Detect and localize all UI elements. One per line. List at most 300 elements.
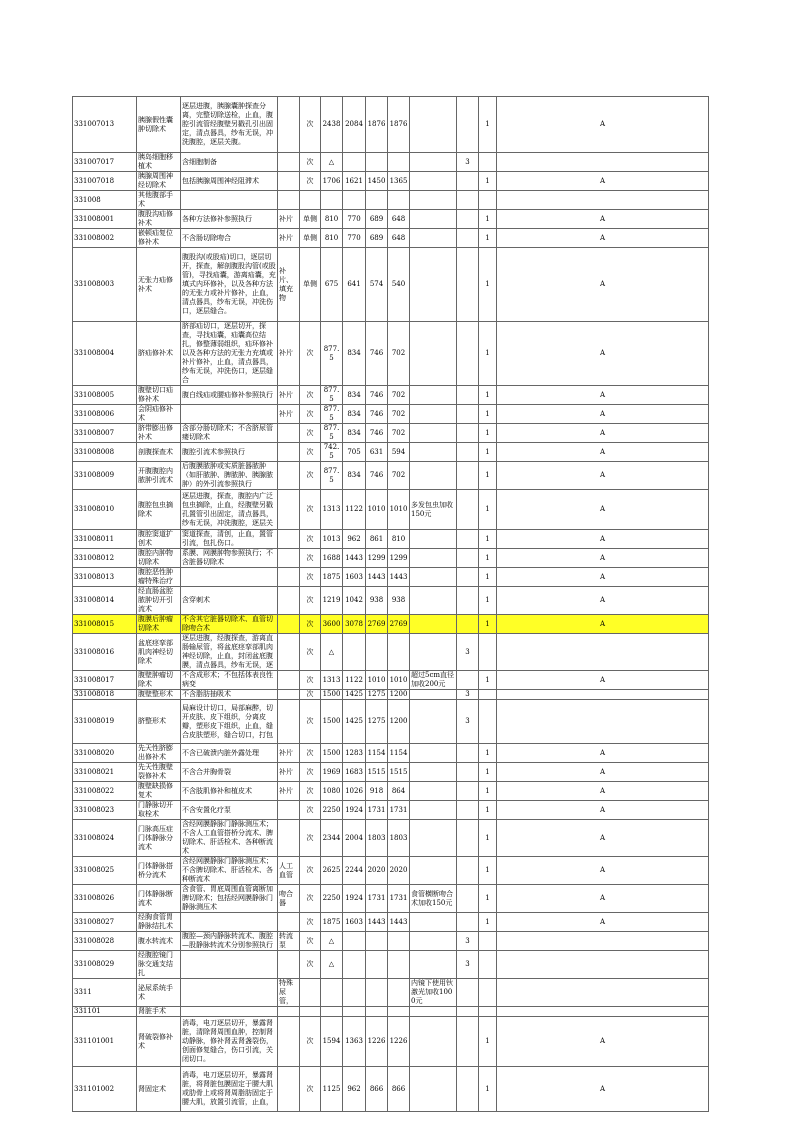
content-cell: 逐层进腹，经腹探查，游离直肠输尿管，将盆底痉挛部肌肉神经切除，止血，封闭盆底腹膜，清点器具，纱布无误，逐 xyxy=(181,634,278,671)
category-cell xyxy=(457,568,479,587)
excluded-materials-cell: 补片 xyxy=(278,782,300,801)
code-cell: 331008004 xyxy=(73,322,137,386)
price-level-1-cell xyxy=(321,191,343,210)
category-cell: 3 xyxy=(457,153,479,172)
price-level-3-cell: 1731 xyxy=(366,885,388,913)
name-cell: 经胸食管胃静脉结扎术 xyxy=(137,913,181,932)
excluded-materials-cell xyxy=(278,153,300,172)
note-cell xyxy=(410,322,457,386)
content-cell: 含穿刺术 xyxy=(181,587,278,615)
code-cell: 331008016 xyxy=(73,634,137,671)
category-cell xyxy=(457,229,479,248)
code-cell: 331008024 xyxy=(73,820,137,857)
price-level-4-cell: 1200 xyxy=(388,690,410,700)
type-cell xyxy=(479,932,497,951)
price-level-4-cell: 1299 xyxy=(388,549,410,568)
grade-cell: A xyxy=(497,568,709,587)
excluded-materials-cell xyxy=(278,820,300,857)
price-level-2-cell: 1042 xyxy=(343,587,366,615)
table-row xyxy=(73,671,709,690)
price-level-4-cell xyxy=(388,951,410,979)
table-row xyxy=(73,172,709,191)
name-cell: 腹腔恶性肿瘤特殊治疗 xyxy=(137,568,181,587)
price-level-2-cell: 1122 xyxy=(343,490,366,530)
content-cell xyxy=(181,191,278,210)
note-cell xyxy=(410,634,457,671)
price-level-3-cell xyxy=(366,191,388,210)
price-level-2-cell: 1603 xyxy=(343,568,366,587)
grade-cell: A xyxy=(497,424,709,443)
table-row xyxy=(73,979,709,1007)
note-cell xyxy=(410,587,457,615)
table-row xyxy=(73,530,709,549)
price-level-1-cell: 2250 xyxy=(321,885,343,913)
excluded-materials-cell xyxy=(278,801,300,820)
code-cell: 331101002 xyxy=(73,1067,137,1112)
category-cell xyxy=(457,97,479,153)
price-level-4-cell xyxy=(388,932,410,951)
note-cell: 超过5cm直径加收200元 xyxy=(410,671,457,690)
price-level-2-cell: 1283 xyxy=(343,744,366,763)
category-cell xyxy=(457,462,479,490)
category-cell xyxy=(457,490,479,530)
price-level-2-cell: 834 xyxy=(343,405,366,424)
price-level-3-cell: 746 xyxy=(366,322,388,386)
price-level-2-cell: 1363 xyxy=(343,1017,366,1067)
price-level-1-cell: 1500 xyxy=(321,690,343,700)
price-level-3-cell: 1515 xyxy=(366,763,388,782)
category-cell xyxy=(457,763,479,782)
name-cell: 腹壁缺损修复术 xyxy=(137,782,181,801)
note-cell xyxy=(410,568,457,587)
table-row xyxy=(73,443,709,462)
content-cell: 脐部疝切口，逐层切开，探查，寻找疝囊，疝囊高位结扎，修整薄弱组织，疝环修补以及各种方法的无张力充填或补片修补，止血，清点器具，纱布无误，冲洗伤口，逐层缝合 xyxy=(181,322,278,386)
excluded-materials-cell xyxy=(278,568,300,587)
grade-cell: A xyxy=(497,386,709,405)
code-cell: 331008011 xyxy=(73,530,137,549)
unit-cell: 次 xyxy=(300,671,321,690)
content-cell xyxy=(181,568,278,587)
price-level-2-cell xyxy=(343,153,366,172)
price-level-2-cell: 1122 xyxy=(343,671,366,690)
name-cell: 腹壁切口疝修补术 xyxy=(137,386,181,405)
grade-cell xyxy=(497,690,709,700)
price-level-1-cell: 1500 xyxy=(321,744,343,763)
price-level-1-cell: 1594 xyxy=(321,1017,343,1067)
table-row xyxy=(73,405,709,424)
code-cell: 331007013 xyxy=(73,97,137,153)
type-cell: 1 xyxy=(479,97,497,153)
category-cell xyxy=(457,248,479,322)
price-level-4-cell: 1803 xyxy=(388,820,410,857)
name-cell: 胰腺周围神经切除术 xyxy=(137,172,181,191)
price-level-4-cell: 866 xyxy=(388,1067,410,1112)
code-cell: 331008003 xyxy=(73,248,137,322)
price-level-4-cell: 1010 xyxy=(388,671,410,690)
category-cell: 3 xyxy=(457,634,479,671)
grade-cell xyxy=(497,191,709,210)
type-cell xyxy=(479,634,497,671)
price-level-3-cell: 574 xyxy=(366,248,388,322)
note-cell xyxy=(410,820,457,857)
grade-cell: A xyxy=(497,248,709,322)
unit-cell: 次 xyxy=(300,568,321,587)
unit-cell: 次 xyxy=(300,690,321,700)
price-level-4-cell: 1876 xyxy=(388,97,410,153)
category-cell xyxy=(457,530,479,549)
note-cell xyxy=(410,700,457,744)
price-level-3-cell: 1731 xyxy=(366,801,388,820)
excluded-materials-cell xyxy=(278,443,300,462)
name-cell: 嵌顿疝复位修补术 xyxy=(137,229,181,248)
grade-cell: A xyxy=(497,443,709,462)
price-level-1-cell: 2344 xyxy=(321,820,343,857)
content-cell xyxy=(181,979,278,1007)
price-level-1-cell xyxy=(321,979,343,1007)
price-level-4-cell: 702 xyxy=(388,405,410,424)
content-cell: 不含已破溃内脏外露处理 xyxy=(181,744,278,763)
type-cell: 1 xyxy=(479,782,497,801)
note-cell xyxy=(410,172,457,191)
name-cell: 先天性脐膨出修补术 xyxy=(137,744,181,763)
excluded-materials-cell xyxy=(278,97,300,153)
grade-cell: A xyxy=(497,172,709,191)
price-level-1-cell: 877.5 xyxy=(321,405,343,424)
price-level-4-cell: 810 xyxy=(388,530,410,549)
name-cell: 经腹腔镜门脉交通支结扎 xyxy=(137,951,181,979)
code-cell: 331008007 xyxy=(73,424,137,443)
name-cell: 无张力疝修补术 xyxy=(137,248,181,322)
price-level-3-cell xyxy=(366,951,388,979)
price-level-2-cell: 1924 xyxy=(343,801,366,820)
type-cell: 1 xyxy=(479,229,497,248)
note-cell xyxy=(410,782,457,801)
content-cell: 腹腔引流术参照执行 xyxy=(181,443,278,462)
type-cell: 1 xyxy=(479,248,497,322)
note-cell: 食管横断吻合术加收150元 xyxy=(410,885,457,913)
price-level-4-cell: 594 xyxy=(388,443,410,462)
unit-cell: 次 xyxy=(300,913,321,932)
code-cell: 331008020 xyxy=(73,744,137,763)
grade-cell: A xyxy=(497,97,709,153)
excluded-materials-cell xyxy=(278,951,300,979)
price-level-3-cell: 746 xyxy=(366,386,388,405)
code-cell: 331008008 xyxy=(73,443,137,462)
excluded-materials-cell: 补片 xyxy=(278,210,300,229)
price-level-1-cell: 1875 xyxy=(321,913,343,932)
table-row xyxy=(73,913,709,932)
price-level-4-cell xyxy=(388,153,410,172)
name-cell: 腹水转流术 xyxy=(137,932,181,951)
content-cell: 后腹膜脓肿或实质脏器脓肿（如肝脓肿、脾脓肿、胰腺脓肿）的外引流参照执行 xyxy=(181,462,278,490)
price-level-1-cell: 810 xyxy=(321,229,343,248)
table-row xyxy=(73,549,709,568)
price-level-1-cell: 1969 xyxy=(321,763,343,782)
category-cell xyxy=(457,386,479,405)
price-level-3-cell: 631 xyxy=(366,443,388,462)
price-level-3-cell xyxy=(366,634,388,671)
content-cell xyxy=(181,1007,278,1017)
grade-cell: A xyxy=(497,462,709,490)
category-cell xyxy=(457,1007,479,1017)
price-level-1-cell: △ xyxy=(321,634,343,671)
table-row xyxy=(73,210,709,229)
unit-cell: 次 xyxy=(300,462,321,490)
unit-cell: 次 xyxy=(300,405,321,424)
content-cell: 不含安置化疗泵 xyxy=(181,801,278,820)
category-cell xyxy=(457,979,479,1007)
price-level-1-cell: 742.5 xyxy=(321,443,343,462)
table-row xyxy=(73,763,709,782)
unit-cell: 次 xyxy=(300,490,321,530)
unit-cell: 次 xyxy=(300,744,321,763)
excluded-materials-cell xyxy=(278,424,300,443)
price-level-4-cell: 1010 xyxy=(388,490,410,530)
price-level-3-cell: 1450 xyxy=(366,172,388,191)
price-level-4-cell: 1365 xyxy=(388,172,410,191)
price-level-4-cell: 1443 xyxy=(388,913,410,932)
price-level-2-cell: 1603 xyxy=(343,913,366,932)
excluded-materials-cell xyxy=(278,1067,300,1112)
note-cell xyxy=(410,913,457,932)
content-cell: 腹股沟(或股疝)切口，逐层切开，探查，解剖腹股沟管(或股管)，寻找疝囊，游离疝囊，充填式内环修补，以及各种方法的无张力或补片修补，止血，清点器具，纱布无误，冲洗伤口，逐层缝合。 xyxy=(181,248,278,322)
code-cell: 331008014 xyxy=(73,587,137,615)
excluded-materials-cell xyxy=(278,191,300,210)
price-level-1-cell: 3600 xyxy=(321,615,343,634)
type-cell: 1 xyxy=(479,549,497,568)
grade-cell: A xyxy=(497,913,709,932)
price-level-3-cell: 861 xyxy=(366,530,388,549)
price-level-4-cell xyxy=(388,1007,410,1017)
unit-cell xyxy=(300,191,321,210)
grade-cell xyxy=(497,153,709,172)
note-cell xyxy=(410,763,457,782)
price-level-2-cell: 1425 xyxy=(343,700,366,744)
price-level-4-cell: 1154 xyxy=(388,744,410,763)
name-cell: 腹膜后肿瘤切除术 xyxy=(137,615,181,634)
unit-cell: 单侧 xyxy=(300,248,321,322)
code-cell: 331008013 xyxy=(73,568,137,587)
price-level-1-cell: 877.5 xyxy=(321,322,343,386)
type-cell: 1 xyxy=(479,820,497,857)
unit-cell: 次 xyxy=(300,615,321,634)
name-cell: 脐带膨出修补术 xyxy=(137,424,181,443)
type-cell: 1 xyxy=(479,671,497,690)
table-row xyxy=(73,322,709,386)
price-level-1-cell: 1706 xyxy=(321,172,343,191)
content-cell: 不含脂肪抽吸术 xyxy=(181,690,278,700)
table-row xyxy=(73,191,709,210)
price-level-4-cell xyxy=(388,634,410,671)
table-row xyxy=(73,386,709,405)
type-cell: 1 xyxy=(479,763,497,782)
unit-cell: 次 xyxy=(300,322,321,386)
type-cell xyxy=(479,979,497,1007)
price-level-1-cell: 1080 xyxy=(321,782,343,801)
price-level-1-cell: 1313 xyxy=(321,490,343,530)
type-cell xyxy=(479,191,497,210)
table-row xyxy=(73,932,709,951)
excluded-materials-cell xyxy=(278,172,300,191)
code-cell: 331008023 xyxy=(73,801,137,820)
price-level-4-cell: 702 xyxy=(388,322,410,386)
note-cell: 多发包虫加收150元 xyxy=(410,490,457,530)
note-cell xyxy=(410,744,457,763)
table-row xyxy=(73,424,709,443)
type-cell: 1 xyxy=(479,386,497,405)
category-cell xyxy=(457,549,479,568)
category-cell xyxy=(457,913,479,932)
price-level-4-cell: 702 xyxy=(388,462,410,490)
note-cell xyxy=(410,857,457,885)
unit-cell: 次 xyxy=(300,587,321,615)
price-level-4-cell: 2020 xyxy=(388,857,410,885)
price-level-3-cell: 938 xyxy=(366,587,388,615)
grade-cell xyxy=(497,979,709,1007)
price-level-1-cell: 1313 xyxy=(321,671,343,690)
type-cell xyxy=(479,690,497,700)
type-cell: 1 xyxy=(479,210,497,229)
grade-cell: A xyxy=(497,1017,709,1067)
price-level-4-cell: 702 xyxy=(388,386,410,405)
unit-cell: 次 xyxy=(300,782,321,801)
content-cell: 含经网膜静脉门静脉测压术；不含脾切除术、肝活检术、各种断流术 xyxy=(181,857,278,885)
unit-cell: 次 xyxy=(300,443,321,462)
type-cell: 1 xyxy=(479,587,497,615)
name-cell: 肾破裂修补术 xyxy=(137,1017,181,1067)
content-cell: 含部分肠切除术；不含脐尿管瘘切除术 xyxy=(181,424,278,443)
type-cell: 1 xyxy=(479,744,497,763)
price-level-1-cell: 1875 xyxy=(321,568,343,587)
note-cell xyxy=(410,443,457,462)
table-row xyxy=(73,857,709,885)
type-cell: 1 xyxy=(479,405,497,424)
note-cell xyxy=(410,97,457,153)
code-cell: 331008010 xyxy=(73,490,137,530)
excluded-materials-cell xyxy=(278,530,300,549)
unit-cell: 次 xyxy=(300,857,321,885)
category-cell: 3 xyxy=(457,690,479,700)
price-level-3-cell: 746 xyxy=(366,424,388,443)
unit-cell: 单侧 xyxy=(300,210,321,229)
price-level-2-cell: 1443 xyxy=(343,549,366,568)
price-level-3-cell xyxy=(366,1007,388,1017)
price-level-3-cell xyxy=(366,932,388,951)
price-level-1-cell: 877.5 xyxy=(321,462,343,490)
type-cell: 1 xyxy=(479,1067,497,1112)
category-cell xyxy=(457,782,479,801)
price-level-1-cell: 1500 xyxy=(321,700,343,744)
price-level-3-cell: 1275 xyxy=(366,690,388,700)
table-row xyxy=(73,634,709,671)
type-cell: 1 xyxy=(479,443,497,462)
price-level-3-cell: 1154 xyxy=(366,744,388,763)
price-level-1-cell: △ xyxy=(321,932,343,951)
type-cell: 1 xyxy=(479,801,497,820)
grade-cell: A xyxy=(497,322,709,386)
note-cell xyxy=(410,405,457,424)
price-level-2-cell: 834 xyxy=(343,386,366,405)
code-cell: 331101001 xyxy=(73,1017,137,1067)
content-cell: 腹腔—颈内静脉转流术、腹腔—股静脉转流术分别参照执行 xyxy=(181,932,278,951)
price-level-3-cell: 1443 xyxy=(366,568,388,587)
type-cell: 1 xyxy=(479,857,497,885)
category-cell: 3 xyxy=(457,932,479,951)
excluded-materials-cell xyxy=(278,913,300,932)
code-cell: 331008017 xyxy=(73,671,137,690)
note-cell xyxy=(410,932,457,951)
unit-cell: 次 xyxy=(300,951,321,979)
code-cell: 331008029 xyxy=(73,951,137,979)
content-cell: 不含肢肌修补和植皮术 xyxy=(181,782,278,801)
price-level-3-cell xyxy=(366,979,388,1007)
content-cell: 含经网膜静脉门静脉测压术；不含人工血管搭桥分流术、脾切除术、肝活检术、各种断流术 xyxy=(181,820,278,857)
price-level-2-cell: 1924 xyxy=(343,885,366,913)
price-level-2-cell: 1683 xyxy=(343,763,366,782)
excluded-materials-cell: 转流泵 xyxy=(278,932,300,951)
price-level-4-cell: 1731 xyxy=(388,885,410,913)
table-row xyxy=(73,615,709,634)
grade-cell: A xyxy=(497,615,709,634)
price-level-4-cell: 2769 xyxy=(388,615,410,634)
unit-cell: 单侧 xyxy=(300,229,321,248)
type-cell: 1 xyxy=(479,1017,497,1067)
unit-cell: 次 xyxy=(300,932,321,951)
table-body xyxy=(73,97,709,1112)
price-level-2-cell xyxy=(343,979,366,1007)
content-cell: 各种方法修补参照执行 xyxy=(181,210,278,229)
category-cell xyxy=(457,191,479,210)
name-cell: 门脉高压症门体静脉分流术 xyxy=(137,820,181,857)
price-level-3-cell: 1299 xyxy=(366,549,388,568)
type-cell: 1 xyxy=(479,462,497,490)
grade-cell: A xyxy=(497,210,709,229)
table-row xyxy=(73,820,709,857)
price-level-2-cell: 2244 xyxy=(343,857,366,885)
price-level-4-cell: 702 xyxy=(388,424,410,443)
category-cell xyxy=(457,615,479,634)
unit-cell xyxy=(300,979,321,1007)
price-level-2-cell: 770 xyxy=(343,210,366,229)
grade-cell xyxy=(497,700,709,744)
grade-cell xyxy=(497,932,709,951)
table-row xyxy=(73,587,709,615)
excluded-materials-cell xyxy=(278,587,300,615)
category-cell xyxy=(457,801,479,820)
excluded-materials-cell: 补片 xyxy=(278,229,300,248)
excluded-materials-cell xyxy=(278,634,300,671)
content-cell: 不含肠切除吻合 xyxy=(181,229,278,248)
table-row xyxy=(73,801,709,820)
code-cell: 331008022 xyxy=(73,782,137,801)
price-level-4-cell: 648 xyxy=(388,210,410,229)
table-row xyxy=(73,248,709,322)
type-cell: 1 xyxy=(479,615,497,634)
category-cell xyxy=(457,820,479,857)
price-level-1-cell: 1125 xyxy=(321,1067,343,1112)
grade-cell: A xyxy=(497,490,709,530)
price-level-3-cell: 918 xyxy=(366,782,388,801)
name-cell: 腹股沟疝修补术 xyxy=(137,210,181,229)
price-level-2-cell: 705 xyxy=(343,443,366,462)
code-cell: 331008012 xyxy=(73,549,137,568)
excluded-materials-cell xyxy=(278,1007,300,1017)
note-cell xyxy=(410,801,457,820)
name-cell: 开腹腹腔内脓肿引流术 xyxy=(137,462,181,490)
price-level-3-cell: 1226 xyxy=(366,1017,388,1067)
grade-cell xyxy=(497,951,709,979)
code-cell: 331101 xyxy=(73,1007,137,1017)
